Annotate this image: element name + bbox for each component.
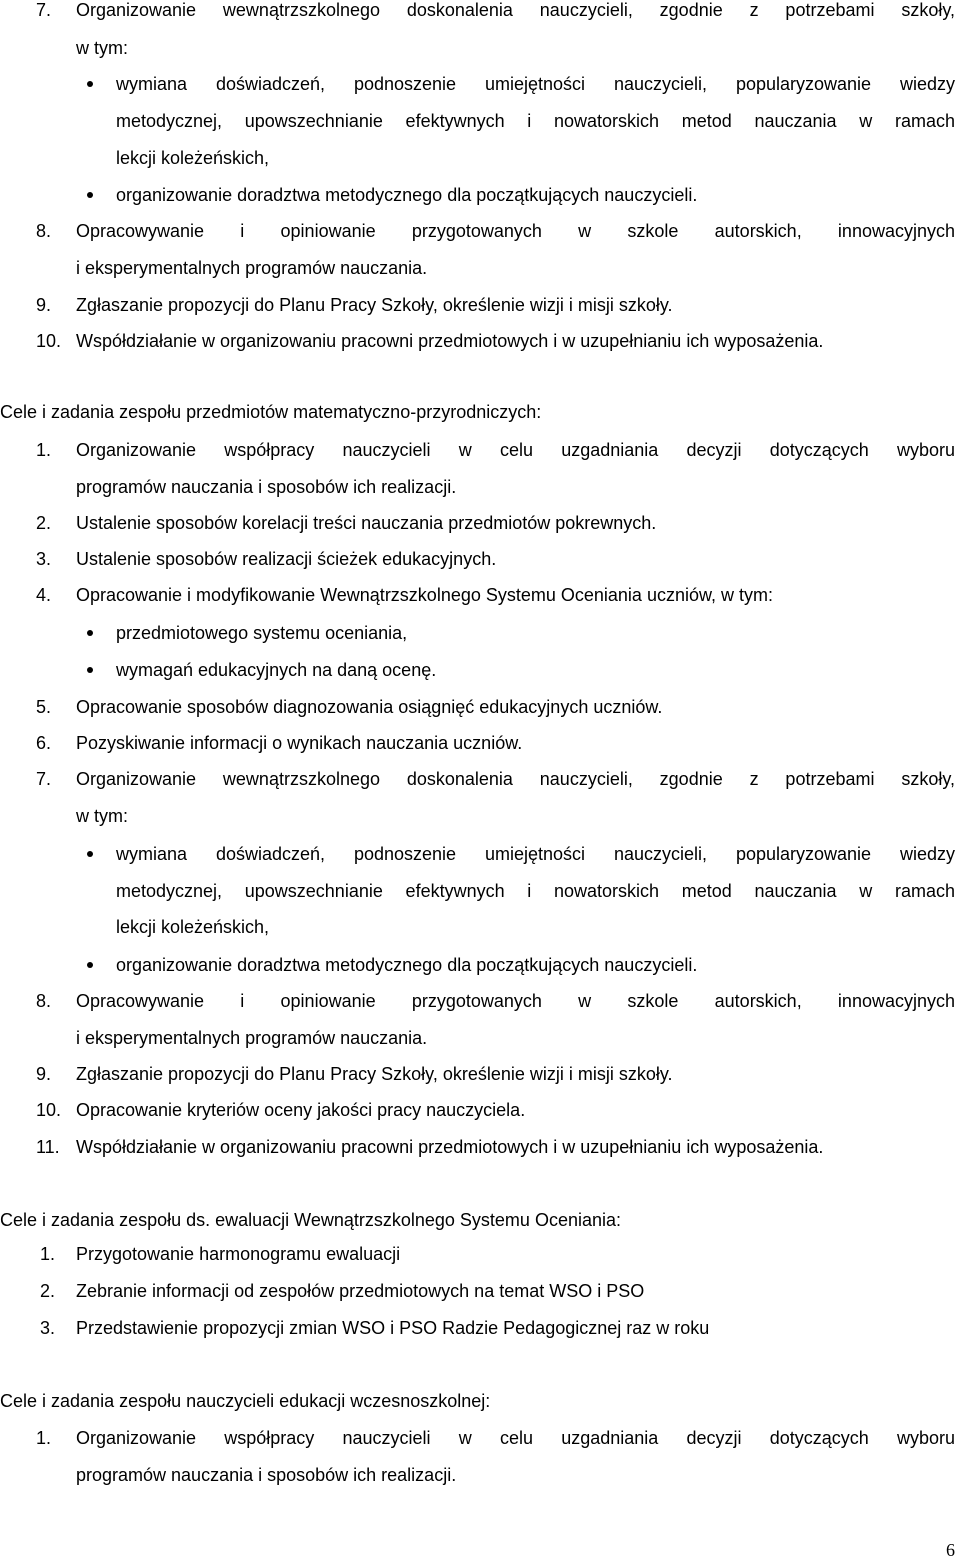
list-number: 5. <box>36 697 52 717</box>
list-number: 1. <box>36 440 52 460</box>
bullet-dot <box>87 630 93 636</box>
list-item-text-line: Ustalenie sposobów realizacji ścieżek edukacyjnych. <box>76 549 497 569</box>
list-item-text-line: Współdziałanie w organizowaniu pracowni przedmiotowych i w uzupełnianiu ich wyposażenia. <box>76 1137 824 1157</box>
list-number: 7. <box>36 769 52 789</box>
bullet-text-line: organizowanie doradztwa metodycznego dla początkujących nauczycieli. <box>116 955 698 975</box>
list-item-text-line: Organizowanie współpracy nauczycieli w celu uzgadniania decyzji dotyczących wyboru <box>76 440 955 460</box>
section-heading: Cele i zadania zespołu ds. ewaluacji Wewnątrzszkolnego Systemu Oceniania: <box>0 1210 621 1230</box>
list-number: 1. <box>40 1244 56 1264</box>
list-number: 3. <box>36 549 52 569</box>
section-heading: Cele i zadania zespołu nauczycieli edukacji wczesnoszkolnej: <box>0 1391 491 1411</box>
section-heading: Cele i zadania zespołu przedmiotów matematyczno-przyrodniczych: <box>0 402 542 422</box>
list-number: 4. <box>36 585 52 605</box>
list-number: 8. <box>36 991 52 1011</box>
list-number: 7. <box>36 0 52 20</box>
list-item-text-line: Pozyskiwanie informacji o wynikach nauczania uczniów. <box>76 733 523 753</box>
bullet-text-line: organizowanie doradztwa metodycznego dla początkujących nauczycieli. <box>116 185 698 205</box>
bullet-text-line: wymiana doświadczeń, podnoszenie umiejętności nauczycieli, popularyzowanie wiedzy <box>116 844 955 864</box>
bullet-dot <box>87 667 93 673</box>
list-item-text-line: w tym: <box>76 806 128 826</box>
list-item-text-line: i eksperymentalnych programów nauczania. <box>76 258 428 278</box>
bullet-dot <box>87 192 93 198</box>
list-number: 3. <box>40 1318 56 1338</box>
list-item-text-line: Organizowanie współpracy nauczycieli w celu uzgadniania decyzji dotyczących wyboru <box>76 1428 955 1448</box>
bullet-dot <box>87 81 93 87</box>
bullet-dot <box>87 962 93 968</box>
bullet-text-line: metodycznej, upowszechnianie efektywnych i nowatorskich metod nauczania w ramach <box>116 881 955 901</box>
list-item-text-line: Zgłaszanie propozycji do Planu Pracy Szkoły, określenie wizji i misji szkoły. <box>76 1064 673 1084</box>
list-item-text-line: w tym: <box>76 38 128 58</box>
list-number: 8. <box>36 221 52 241</box>
list-item-text-line: Współdziałanie w organizowaniu pracowni przedmiotowych i w uzupełnianiu ich wyposażenia. <box>76 331 824 351</box>
list-item-text-line: i eksperymentalnych programów nauczania. <box>76 1028 428 1048</box>
list-number: 2. <box>36 513 52 533</box>
page-number: 6 <box>946 1540 955 1560</box>
list-item-text-line: Przygotowanie harmonogramu ewaluacji <box>76 1244 401 1264</box>
list-item-text-line: Przedstawienie propozycji zmian WSO i PSO Radzie Pedagogicznej raz w roku <box>76 1318 710 1338</box>
list-number: 9. <box>36 1064 52 1084</box>
list-item-text-line: Organizowanie wewnątrzszkolnego doskonalenia nauczycieli, zgodnie z potrzebami szkoły, <box>76 769 955 789</box>
bullet-text-line: wymiana doświadczeń, podnoszenie umiejętności nauczycieli, popularyzowanie wiedzy <box>116 74 955 94</box>
bullet-dot <box>87 851 93 857</box>
list-item-text-line: Opracowanie kryteriów oceny jakości pracy nauczyciela. <box>76 1100 526 1120</box>
list-item-text-line: Organizowanie wewnątrzszkolnego doskonalenia nauczycieli, zgodnie z potrzebami szkoły, <box>76 0 955 20</box>
list-item-text-line: Opracowywanie i opiniowanie przygotowanych w szkole autorskich, innowacyjnych <box>76 221 955 241</box>
bullet-text-line: metodycznej, upowszechnianie efektywnych i nowatorskich metod nauczania w ramach <box>116 111 955 131</box>
list-number: 1. <box>36 1428 52 1448</box>
list-item-text-line: programów nauczania i sposobów ich realizacji. <box>76 477 457 497</box>
list-item-text-line: programów nauczania i sposobów ich realizacji. <box>76 1465 457 1485</box>
list-number: 10. <box>36 331 62 351</box>
list-number: 2. <box>40 1281 56 1301</box>
bullet-text-line: przedmiotowego systemu oceniania, <box>116 623 408 643</box>
list-item-text-line: Zgłaszanie propozycji do Planu Pracy Szkoły, określenie wizji i misji szkoły. <box>76 295 673 315</box>
list-item-text-line: Ustalenie sposobów korelacji treści nauczania przedmiotów pokrewnych. <box>76 513 657 533</box>
bullet-text-line: wymagań edukacyjnych na daną ocenę. <box>116 660 437 680</box>
list-item-text-line: Opracowanie i modyfikowanie Wewnątrzszkolnego Systemu Oceniania uczniów, w tym: <box>76 585 773 605</box>
list-number: 11. <box>36 1137 60 1157</box>
list-item-text-line: Zebranie informacji od zespołów przedmiotowych na temat WSO i PSO <box>76 1281 645 1301</box>
list-item-text-line: Opracowanie sposobów diagnozowania osiągnięć edukacyjnych uczniów. <box>76 697 663 717</box>
list-number: 6. <box>36 733 52 753</box>
bullet-text-line: lekcji koleżeńskich, <box>116 148 270 168</box>
bullet-text-line: lekcji koleżeńskich, <box>116 917 270 937</box>
list-number: 9. <box>36 295 52 315</box>
list-item-text-line: Opracowywanie i opiniowanie przygotowanych w szkole autorskich, innowacyjnych <box>76 991 955 1011</box>
list-number: 10. <box>36 1100 62 1120</box>
